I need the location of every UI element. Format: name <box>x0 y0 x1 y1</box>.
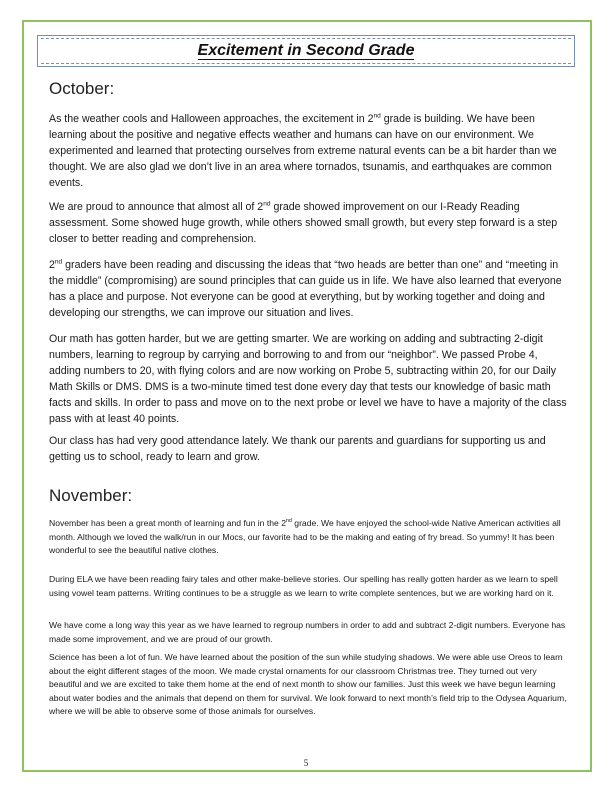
november-paragraph-1: November has been a great month of learning and fun in the 2nd grade. We have enjoyed the school-wide Native American activities all month. Although we loved the walk/run in our Mocs, our favorite had to be the making and eating of fry bread. So yummy! It has been wonderful to see the beautiful native clothes. <box>49 518 561 555</box>
november-paragraph-3: We have come a long way this year as we have learned to regroup numbers in order to add and subtract 2-digit numbers. Everyone has made some improvement, and we are proud of our growth. <box>49 620 566 644</box>
october-heading: October: <box>49 79 115 98</box>
page-number: 5 <box>303 758 309 768</box>
october-paragraph-2: We are proud to announce that almost all of 2nd grade showed improvement on our I-Ready Reading assessment. Some showed huge growth, while others showed small growth, but every step forward is a step closer to better reading and comprehension. <box>49 200 558 245</box>
title-banner <box>37 35 575 67</box>
october-paragraph-3: 2nd graders have been reading and discussing the ideas that “two heads are better than one” and “meeting in the middle” (compromising) are sound principles that can guide us in life. We have also learned that everyone has a place and purpose. Not everyone can be good at everything, but by working together and doing and developing our strengths, we can improve our situation and lives. <box>49 258 562 319</box>
november-paragraph-4: Science has been a lot of fun. We have learned about the position of the sun while studying shadows. We were able use Oreos to learn about the eight different stages of the moon. We made crystal ornaments for our classroom Christmas tree. They turned out very beautiful and we are excited to take them home at the end of next month to show our families. Just this week we have begun learning about water bodies and the animals that depend on them for survival. We look forward to next month’s field trip to the Odysea Aquarium, where we will be able to observe some of those animals for ourselves. <box>49 652 567 716</box>
october-paragraph-5: Our class has had very good attendance lately. We thank our parents and guardians for supporting us and getting us to school, ready to learn and grow. <box>49 435 546 463</box>
october-paragraph-1: As the weather cools and Halloween approaches, the excitement in 2nd grade is building. We have been learning about the positive and negative effects weather and humans can have on our environment. We experimented and learned that protecting ourselves from extreme natural events can be a bit harder than we thought. We are also glad we don’t live in an area where tornados, tsunamis, and earthquakes are common events. <box>49 112 557 189</box>
october-paragraph-4: Our math has gotten harder, but we are getting smarter. We are working on adding and subtracting 2-digit numbers, learning to regroup by carrying and borrowing to and from our “neighbor”. We passed Probe 4, adding numbers to 20, with flying colors and are now working on Probe 5, subtracting within 20, for our Daily Math Skills or DMS. DMS is a two-minute timed test done every day that tests our knowledge of basic math facts and skills. In order to pass and move on to the next probe or level we have to have a majority of the class pass with at least 40 points. <box>49 333 567 425</box>
page-title: Excitement in Second Grade <box>197 42 415 59</box>
november-heading: November: <box>49 486 133 505</box>
november-paragraph-2: During ELA we have been reading fairy tales and other make-believe stories. Our spelling has really gotten harder as we learn to spell using vowel team patterns. Writing continues to be a struggle as we learn to write complete sentences, but we are working hard on it. <box>49 574 558 598</box>
